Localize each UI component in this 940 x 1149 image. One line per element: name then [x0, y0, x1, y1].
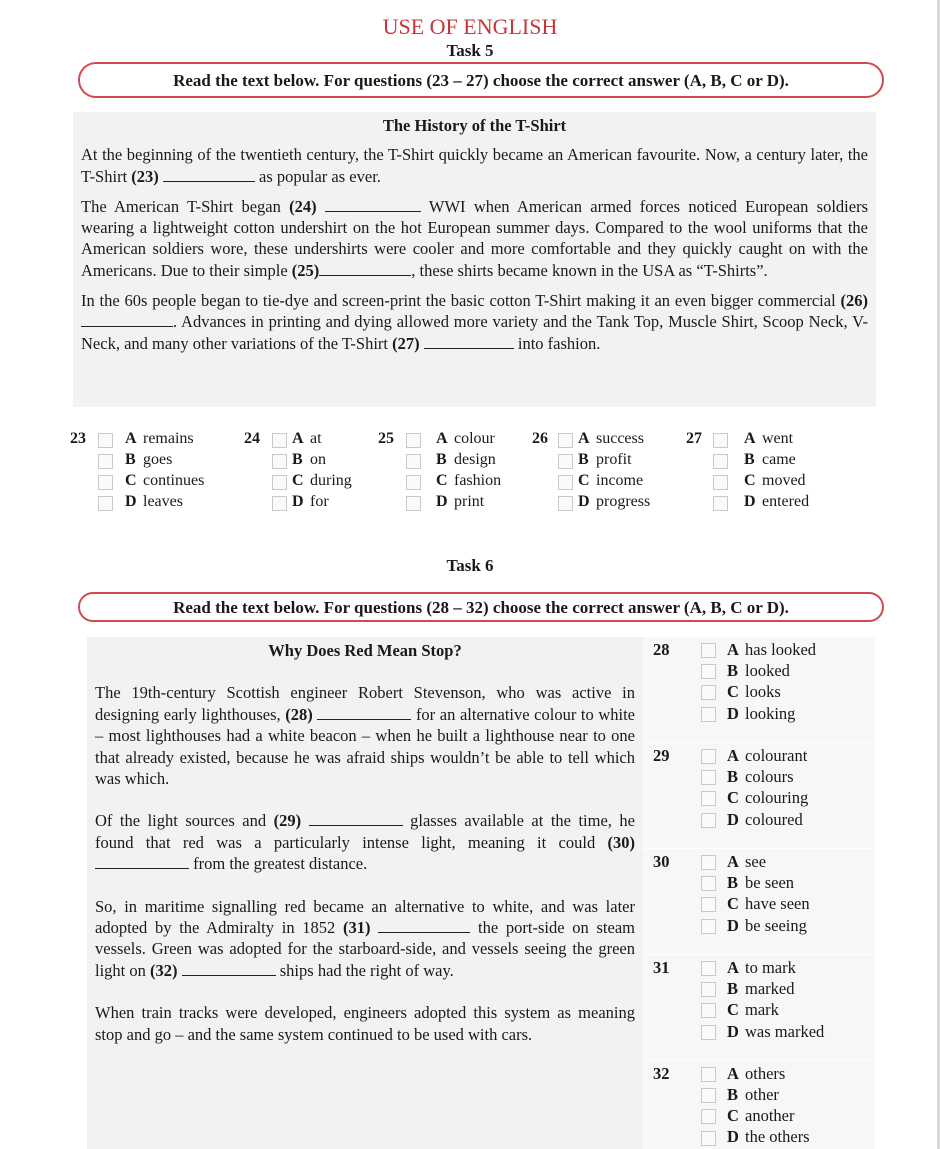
gap-number: (29) [273, 811, 302, 831]
option-c: C moved [744, 472, 806, 489]
answer-checkbox[interactable] [701, 643, 716, 658]
answer-checkbox[interactable] [701, 982, 716, 997]
option-b: B looked [727, 661, 790, 680]
passage-text: In the 60s people began to tie-dye and screen-print the basic cotton T-Shirt making it an even bigger commercial [81, 291, 841, 311]
question-number: 32 [653, 1064, 670, 1083]
page-title: USE OF ENGLISH [382, 14, 558, 39]
answer-checkbox[interactable] [701, 1003, 716, 1018]
option-c: C have seen [727, 894, 810, 913]
answer-checkbox[interactable] [272, 475, 287, 490]
option-a: A remains [125, 430, 194, 447]
option-a: A went [744, 430, 794, 447]
passage-text: So, in maritime signalling red became an alternative to white, and was later adopted by the Admiralty in 1852 [95, 896, 635, 938]
option-a: A to mark [727, 958, 796, 977]
option-b: B profit [578, 451, 632, 468]
answer-checkbox[interactable] [272, 496, 287, 511]
answer-checkbox[interactable] [406, 454, 421, 469]
option-c: C continues [125, 472, 205, 489]
answer-checkbox[interactable] [406, 496, 421, 511]
question-number: 25 [378, 430, 394, 447]
option-a: A has looked [727, 640, 817, 659]
answer-checkbox[interactable] [713, 433, 728, 448]
answer-checkbox[interactable] [406, 475, 421, 490]
answer-checkbox[interactable] [701, 707, 716, 722]
option-b: B colours [727, 767, 794, 786]
option-d: D leaves [125, 493, 183, 510]
question-26 [532, 430, 682, 520]
answer-checkbox[interactable] [701, 813, 716, 828]
answer-checkbox[interactable] [701, 876, 716, 891]
question-number: 26 [532, 430, 548, 447]
answer-gap [182, 961, 276, 976]
answer-checkbox[interactable] [701, 897, 716, 912]
question-27 [686, 430, 836, 520]
answer-checkbox[interactable] [98, 496, 113, 511]
answer-checkbox[interactable] [713, 454, 728, 469]
answer-gap [319, 261, 411, 276]
option-b: B marked [727, 979, 795, 998]
option-c: C fashion [436, 472, 502, 489]
question-25 [378, 430, 528, 520]
gap-number: (26) [840, 291, 868, 311]
answer-checkbox[interactable] [98, 454, 113, 469]
option-d: D was marked [727, 1022, 825, 1041]
option-d: D be seeing [727, 916, 807, 935]
question-number: 31 [653, 958, 670, 977]
gap-number: (25) [291, 260, 320, 280]
question-number: 29 [653, 746, 670, 765]
question-number: 27 [686, 430, 702, 447]
answer-checkbox[interactable] [701, 791, 716, 806]
option-c: C income [578, 472, 644, 489]
question-24 [244, 430, 374, 520]
option-b: B be seen [727, 873, 795, 892]
passage-text: WWI when American armed forces noticed European soldiers wearing a lightweight cotton undershirt on the hot European summer days. Compared to the wool uniforms that the American soldiers wore, these undershirts were cooler and more comfortable and they quickly caught on with the Americans. Due to their simple [81, 196, 868, 280]
option-b: B goes [125, 451, 173, 468]
answer-checkbox[interactable] [701, 749, 716, 764]
question-number: 28 [653, 640, 670, 659]
task6-paragraph [95, 810, 635, 874]
task6-passage-title: Why Does Red Mean Stop? [268, 641, 462, 660]
question-32 [643, 1061, 875, 1149]
option-a: A colourant [727, 746, 808, 765]
task5-heading: Task 5 [446, 41, 494, 60]
task5-paragraph [81, 290, 868, 354]
question-31 [643, 955, 875, 1060]
gap-number: (27) [392, 333, 420, 353]
question-30 [643, 849, 875, 954]
option-a: A at [292, 430, 322, 447]
question-number: 23 [70, 430, 86, 447]
passage-text: into fashion. [513, 333, 601, 353]
option-b: B on [292, 451, 326, 468]
passage-text: The American T-Shirt began [81, 196, 290, 216]
question-number: 24 [244, 430, 260, 447]
gap-number: (28) [285, 704, 313, 724]
task5-instruction: Read the text below. For questions (23 – 27) choose the correct answer (A, B, C or D). [78, 62, 884, 98]
option-c: C another [727, 1106, 795, 1125]
answer-checkbox[interactable] [701, 919, 716, 934]
task5-paragraph [81, 144, 868, 187]
passage-text: . Advances in printing and dying allowed more variety and the Tank Top, Muscle Shirt, Scoop Neck, V-Neck, and many other variations of the T-Shirt [81, 312, 868, 353]
task6-paragraph [95, 682, 635, 789]
answer-gap [378, 918, 470, 933]
question-23 [70, 430, 230, 520]
question-29 [643, 743, 875, 848]
answer-gap [163, 167, 255, 182]
passage-text: glasses available at the time, he found that red was a particularly intense light, meaning it could [95, 811, 635, 852]
gap-number: (23) [131, 166, 159, 186]
passage-text: as popular as ever. [254, 166, 381, 186]
answer-checkbox[interactable] [701, 1109, 716, 1124]
answer-gap [325, 197, 421, 212]
task6-paragraph [95, 896, 635, 982]
passage-text: the port-side on steam vessels. Green was adopted for the starboard-side, and vessels seeing the green light on [95, 918, 635, 980]
option-b: B came [744, 451, 796, 468]
gap-number: (30) [607, 832, 635, 852]
option-a: A others [727, 1064, 786, 1083]
task5-passage [73, 112, 876, 407]
answer-checkbox[interactable] [272, 454, 287, 469]
option-c: C looks [727, 682, 781, 701]
option-b: B other [727, 1085, 779, 1104]
passage-text: The 19th-century Scottish engineer Robert Stevenson, who was active in designing early lighthouses, [95, 683, 635, 724]
answer-checkbox[interactable] [713, 475, 728, 490]
gap-number: (32) [150, 960, 178, 980]
passage-text: At the beginning of the twentieth century, the T-Shirt quickly became an American favourite. Now, a century later, the T-Shirt [81, 145, 868, 186]
answer-gap [424, 334, 514, 349]
option-d: D progress [578, 493, 651, 510]
answer-checkbox[interactable] [713, 496, 728, 511]
task6-heading: Task 6 [446, 556, 494, 575]
answer-gap [309, 811, 403, 826]
question-number: 30 [653, 852, 670, 871]
gap-number: (31) [343, 918, 371, 938]
task5-paragraph [81, 196, 868, 281]
answer-checkbox[interactable] [98, 433, 113, 448]
answer-checkbox[interactable] [701, 855, 716, 870]
task6-passage [87, 637, 643, 1149]
answer-checkbox[interactable] [701, 1067, 716, 1082]
option-d: D looking [727, 704, 796, 723]
option-c: C colouring [727, 788, 809, 807]
task6-paragraph: When train tracks were developed, engineers adopted this system as meaning stop and go – and the same system continued to be used with cars. [95, 1003, 635, 1044]
option-c: C mark [727, 1000, 779, 1019]
answer-checkbox[interactable] [701, 664, 716, 679]
passage-text: ships had the right of way. [275, 960, 454, 980]
passage-text: from the greatest distance. [189, 854, 368, 874]
passage-text: for an alternative colour to white – most lighthouses had a white beacon – when he built a lighthouse near to one that already existed, because he was afraid ships wouldn’t be able to tell which was which. [95, 704, 636, 789]
option-a: A see [727, 852, 767, 871]
answer-checkbox[interactable] [558, 454, 573, 469]
option-d: D the others [727, 1127, 810, 1146]
option-a: A success [578, 430, 644, 447]
question-28 [643, 637, 875, 742]
option-a: A colour [436, 430, 495, 447]
answer-checkbox[interactable] [701, 961, 716, 976]
answer-checkbox[interactable] [558, 433, 573, 448]
task6-instruction: Read the text below. For questions (28 – 32) choose the correct answer (A, B, C or D). [78, 592, 884, 622]
answer-checkbox[interactable] [701, 1025, 716, 1040]
option-c: C during [292, 472, 352, 489]
answer-checkbox[interactable] [701, 1088, 716, 1103]
answer-gap [317, 705, 411, 720]
answer-checkbox[interactable] [701, 685, 716, 700]
option-d: D coloured [727, 810, 803, 829]
answer-checkbox[interactable] [406, 433, 421, 448]
answer-checkbox[interactable] [701, 770, 716, 785]
answer-checkbox[interactable] [558, 496, 573, 511]
answer-checkbox[interactable] [558, 475, 573, 490]
answer-checkbox[interactable] [272, 433, 287, 448]
gap-number: (24) [289, 196, 317, 216]
option-d: D entered [744, 493, 810, 510]
option-b: B design [436, 451, 496, 468]
option-d: D for [292, 493, 329, 510]
answer-gap [81, 312, 173, 327]
passage-text: , these shirts became known in the USA as “T-Shirts”. [411, 260, 768, 280]
option-d: D print [436, 493, 485, 510]
passage-text: Of the light sources and [95, 811, 274, 831]
task5-passage-title: The History of the T-Shirt [382, 116, 567, 135]
answer-checkbox[interactable] [98, 475, 113, 490]
answer-checkbox[interactable] [701, 1131, 716, 1146]
answer-gap [95, 854, 189, 869]
